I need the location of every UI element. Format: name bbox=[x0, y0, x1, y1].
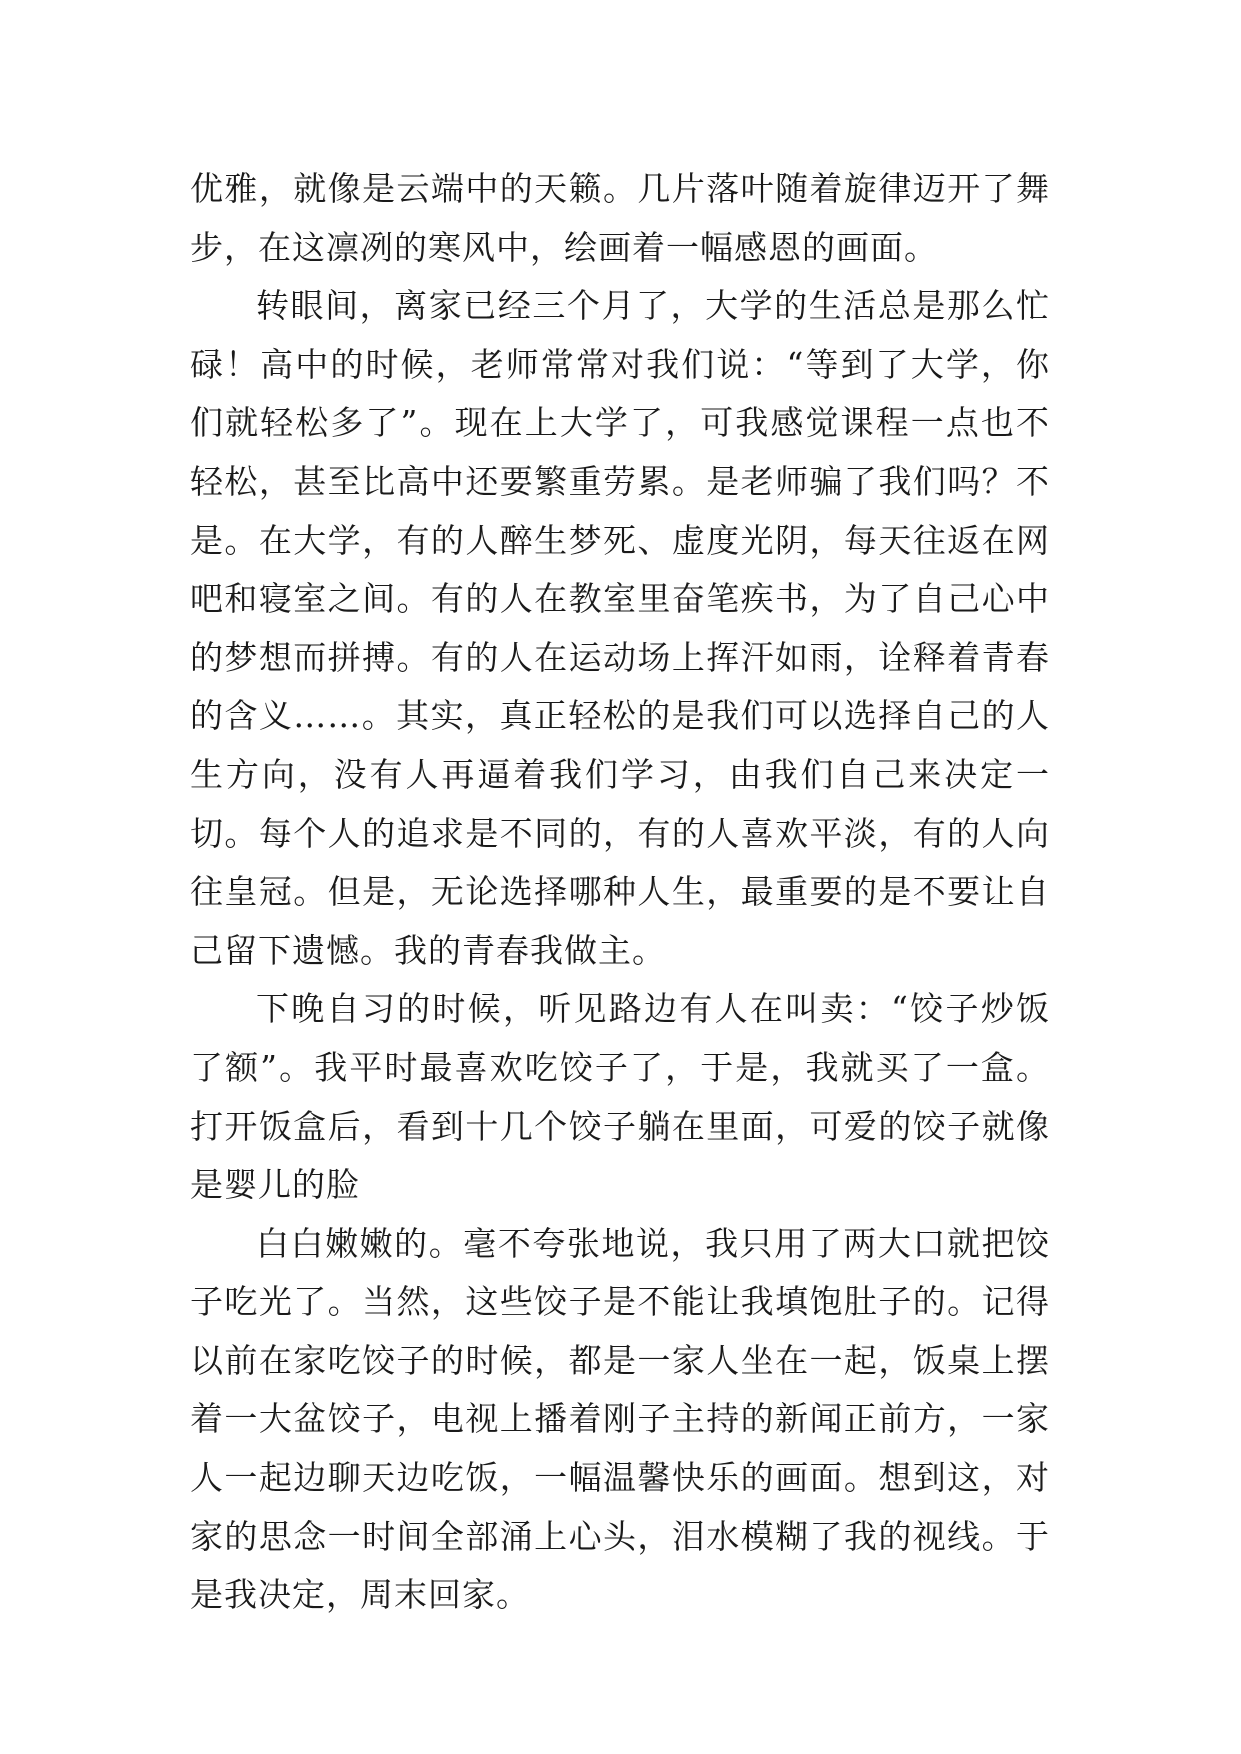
paragraph-1: 优雅，就像是云端中的天籁。几片落叶随着旋律迈开了舞步，在这凛冽的寒风中，绘画着一幅感恩的画面。 bbox=[190, 169, 1050, 267]
paragraph-4: 白白嫩嫩的。毫不夸张地说，我只用了两大口就把饺子吃光了。当然，这些饺子是不能让我填饱肚子的。记得以前在家吃饺子的时候，都是一家人坐在一起，饭桌上摆着一大盆饺子，电视上播着刚子主持的新闻正前方，一家人一起边聊天边吃饭，一幅温馨快乐的画面。想到这，对家的思念一时间全部涌上心头，泪水模糊了我的视线。于是我决定，周末回家。 bbox=[190, 1223, 1050, 1615]
paragraph-3: 下晚自习的时候，听见路边有人在叫卖：“饺子炒饭了额”。我平时最喜欢吃饺子了，于是，我就买了一盒。打开饭盒后，看到十几个饺子躺在里面，可爱的饺子就像是婴儿的脸 bbox=[190, 989, 1050, 1205]
paragraph-2: 转眼间，离家已经三个月了，大学的生活总是那么忙碌！高中的时候，老师常常对我们说：“等到了大学，你们就轻松多了”。现在上大学了，可我感觉课程一点也不轻松，甚至比高中还要繁重劳累。是老师骗了我们吗？不是。在大学，有的人醉生梦死、虚度光阴，每天往返在网吧和寝室之间。有的人在教室里奋笔疾书，为了自己心中的梦想而拼搏。有的人在运动场上挥汗如雨，诠释着青春的含义……。其实，真正轻松的是我们可以选择自己的人生方向，没有人再逼着我们学习，由我们自己来决定一切。每个人的追求是不同的，有的人喜欢平淡，有的人向往皇冠。但是，无论选择哪种人生，最重要的是不要让自己留下遗憾。我的青春我做主。 bbox=[190, 286, 1050, 970]
body-text bbox=[190, 160, 1050, 1625]
